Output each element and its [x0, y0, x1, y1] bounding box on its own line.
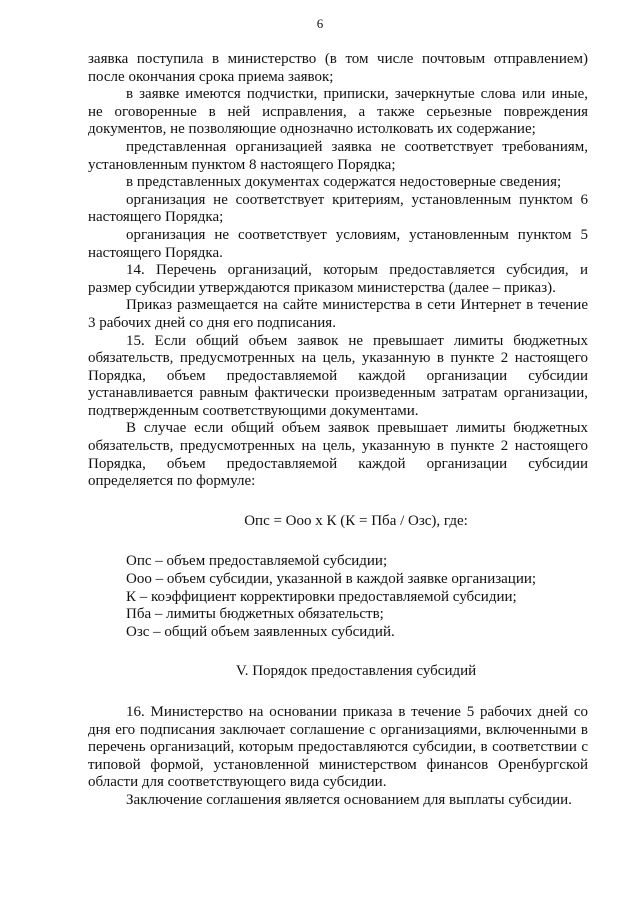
legend-item: Озс – общий объем заявленных субсидий. — [126, 623, 395, 640]
legend-item: Опс – объем предоставляемой субсидии; — [126, 553, 388, 570]
paragraph-reject-reason-conditions: организация не соответствует условиям, установленным пунктом 5 настоящего Порядка. — [88, 226, 588, 261]
document-body — [88, 51, 588, 810]
legend-item: Пба – лимиты бюджетных обязательств; — [126, 606, 384, 623]
paragraph-order-publication: Приказ размещается на сайте министерства в сети Интернет в течение 3 рабочих дней со дня его подписания. — [88, 297, 588, 331]
paragraph-clause-14: 14. Перечень организаций, которым предоставляется субсидия, и размер субсидии утверждаются приказом министерства (далее – приказ). — [88, 262, 588, 296]
paragraph-formula-intro: В случае если общий объем заявок превышает лимиты бюджетных обязательств, предусмотренных на цель, указанную в пункте 2 настоящего Порядка, объем предоставляемой каждой организации субсидии определяется по формуле: — [88, 420, 588, 490]
paragraph-clause-15: 15. Если общий объем заявок не превышает лимиты бюджетных обязательств, предусмотренных на цель, указанную в пункте 2 настоящего Порядка, объем предоставляемой каждой организации субсидии устанавливается равным фактически произведенным затратам организации, подтвержденным соответствующими документами. — [88, 332, 588, 419]
formula: Опс = Ооо х К (К = Пба / Озс), где: — [244, 512, 468, 529]
paragraph-agreement-basis: Заключение соглашения является основанием для выплаты субсидии. — [126, 791, 572, 808]
legend-item: Ооо – объем субсидии, указанной в каждой заявке организации; — [126, 571, 537, 588]
legend-item: К – коэффициент корректировки предоставляемой субсидии; — [126, 588, 517, 605]
paragraph-clause-16: 16. Министерство на основании приказа в течение 5 рабочих дней со дня его подписания заключает соглашение с организациями, включенными в перечень организаций, которым предоставляются субсидии, в соответствии с типовой формой, установленной министерством финансов Оренбургской области для соответствующего вида субсидии. — [88, 704, 588, 791]
paragraph-reject-reason-criteria: организация не соответствует критериям, установленным пунктом 6 настоящего Порядка; — [88, 191, 588, 226]
section-title: V. Порядок предоставления субсидий — [235, 663, 477, 680]
page-number: 6 — [316, 16, 324, 31]
paragraph-reject-reason-corrections: в заявке имеются подчистки, приписки, зачеркнутые слова или иные, не оговоренные в ней исправления, а также серьезные повреждения документов, не позволяющие однозначно истолковать их содержание; — [88, 86, 588, 138]
paragraph-reject-reason-requirements: представленная организацией заявка не соответствует требованиям, установленным пунктом 8 настоящего Порядка; — [88, 138, 588, 173]
paragraph-reject-reason-late: заявка поступила в министерство (в том числе почтовым отправлением) после окончания срока приема заявок; — [88, 51, 588, 85]
formula-legend — [88, 553, 588, 641]
paragraph-reject-reason-false-data: в представленных документах содержатся недостоверные сведения; — [126, 174, 562, 191]
